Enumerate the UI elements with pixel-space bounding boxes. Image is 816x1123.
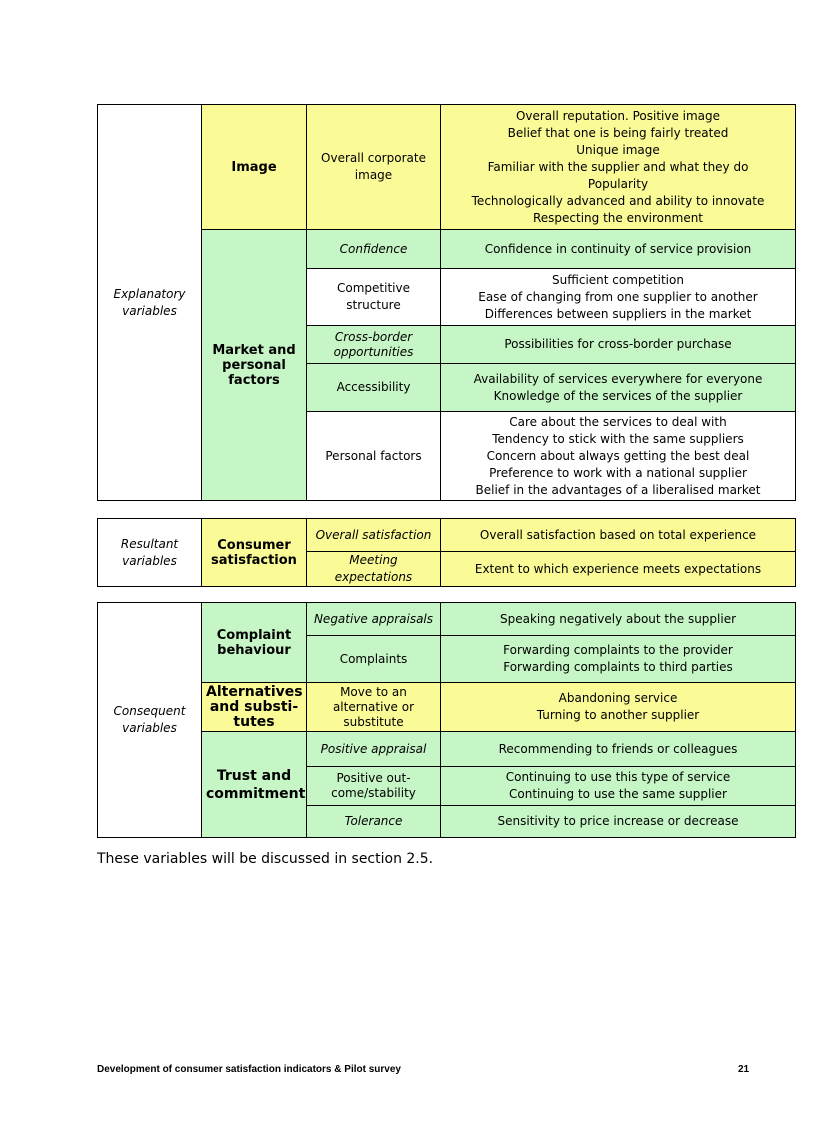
sub-text: Complaints	[339, 651, 408, 666]
sub-text: Meeting expectations	[334, 553, 413, 584]
indicators-cell	[441, 806, 796, 838]
indicators-cell	[441, 519, 796, 552]
indicator: Overall reputation. Positive image	[515, 108, 721, 123]
category-alternatives-text: Alternatives and substi-tutes	[206, 683, 303, 730]
category-alternatives	[202, 683, 307, 732]
sub-overall-corporate-image	[307, 105, 441, 230]
footer-title: Development of consumer satisfaction indicators & Pilot survey	[97, 1064, 401, 1075]
sub-cross-border	[307, 326, 441, 364]
indicators-cell	[441, 230, 796, 269]
sub-positive-outcome	[307, 767, 441, 806]
category-consumer-satisfaction	[202, 519, 307, 587]
indicator: Unique image	[576, 142, 660, 157]
indicator: Tendency to stick with the same suppliers	[492, 431, 744, 446]
indicator: Continuing to use the same supplier	[509, 787, 727, 801]
indicators-cell	[441, 636, 796, 683]
indicators-cell	[441, 412, 796, 501]
indicators-cell	[441, 552, 796, 587]
sub-text: Accessibility	[336, 380, 411, 394]
indicator: Sensitivity to price increase or decrease	[497, 814, 739, 828]
indicator: Possibilities for cross-border purchase	[504, 337, 732, 351]
indicators-cell	[441, 105, 796, 230]
sub-text: Move to an alternative or substitute	[332, 684, 415, 729]
indicators-cell	[441, 364, 796, 412]
category-image	[202, 105, 307, 230]
indicator: Continuing to use this type of service	[505, 770, 731, 784]
category-complaint-behaviour	[202, 603, 307, 683]
sub-text: Personal factors	[325, 448, 422, 463]
indicator: Forwarding complaints to third parties	[503, 660, 733, 674]
indicator: Overall satisfaction based on total experience	[479, 527, 757, 542]
sub-text: Confidence	[339, 241, 408, 256]
indicator: Belief that one is being fairly treated	[507, 125, 729, 140]
category-trust-commitment	[202, 732, 307, 838]
sub-text: Overall corporate image	[321, 151, 426, 182]
sub-move-to-alternative	[307, 683, 441, 732]
indicators-cell	[441, 269, 796, 326]
sub-negative-appraisals	[307, 603, 441, 636]
sub-text: Positive appraisal	[320, 741, 427, 756]
indicator: Extent to which experience meets expectations	[474, 561, 762, 576]
sub-tolerance	[307, 806, 441, 838]
indicators-cell	[441, 683, 796, 732]
sub-competitive-structure	[307, 269, 441, 326]
indicator: Confidence in continuity of service provision	[484, 241, 752, 256]
section-note: These variables will be discussed in section 2.5.	[97, 851, 434, 867]
indicator: Availability of services everywhere for everyone	[473, 371, 763, 386]
indicator: Popularity	[587, 176, 649, 191]
category-complaint-text: Complaint behaviour	[216, 627, 292, 658]
indicators-cell	[441, 767, 796, 806]
resultant-variables-table	[97, 518, 796, 587]
sub-text: Tolerance	[344, 814, 403, 828]
indicator: Preference to work with a national supplier	[489, 465, 747, 480]
group-label-explanatory-text: Explanatory variables	[113, 286, 186, 318]
indicator: Forwarding complaints to the provider	[503, 643, 733, 657]
indicator: Concern about always getting the best deal	[486, 448, 750, 463]
sub-text: Positive out-come/stability	[331, 771, 416, 800]
group-label-explanatory	[98, 105, 202, 501]
category-market-text: Market and personal factors	[212, 342, 296, 388]
sub-complaints	[307, 636, 441, 683]
group-label-resultant-text: Resultant variables	[120, 536, 179, 568]
page-number: 21	[738, 1064, 750, 1075]
category-trust-text: Trust and commitment	[206, 767, 306, 802]
group-label-consequent-text: Consequent variables	[113, 704, 186, 735]
consequent-variables-table	[97, 602, 796, 838]
indicator: Technologically advanced and ability to innovate	[471, 193, 765, 208]
sub-positive-appraisal	[307, 732, 441, 767]
sub-overall-satisfaction	[307, 519, 441, 552]
indicator: Knowledge of the services of the supplier	[493, 388, 743, 403]
indicator: Sufficient competition	[552, 272, 684, 287]
sub-text: Cross-border opportunities	[333, 329, 414, 359]
indicators-cell	[441, 603, 796, 636]
indicator: Abandoning service	[558, 691, 678, 705]
sub-text: Competitive structure	[337, 281, 410, 312]
indicator: Belief in the advantages of a liberalised market	[475, 482, 761, 497]
indicator: Familiar with the supplier and what they do	[487, 159, 749, 174]
indicator: Speaking negatively about the supplier	[499, 611, 737, 626]
group-label-resultant	[98, 519, 202, 587]
sub-text: Negative appraisals	[313, 611, 434, 626]
explanatory-variables-table	[97, 104, 796, 501]
indicator: Respecting the environment	[532, 210, 704, 225]
indicator: Turning to another supplier	[536, 708, 700, 722]
category-market-personal	[202, 230, 307, 501]
sub-accessibility	[307, 364, 441, 412]
indicator: Ease of changing from one supplier to another	[478, 289, 758, 304]
indicator: Recommending to friends or colleagues	[498, 741, 738, 756]
indicator: Care about the services to deal with	[509, 414, 727, 429]
sub-personal-factors	[307, 412, 441, 501]
indicator: Differences between suppliers in the market	[484, 306, 752, 321]
category-consumer-text: Consumer satisfaction	[211, 537, 297, 568]
group-label-consequent	[98, 603, 202, 838]
sub-meeting-expectations	[307, 552, 441, 587]
sub-confidence	[307, 230, 441, 269]
category-image-text: Image	[231, 159, 277, 175]
indicators-cell	[441, 732, 796, 767]
indicators-cell	[441, 326, 796, 364]
sub-text: Overall satisfaction	[315, 527, 432, 542]
